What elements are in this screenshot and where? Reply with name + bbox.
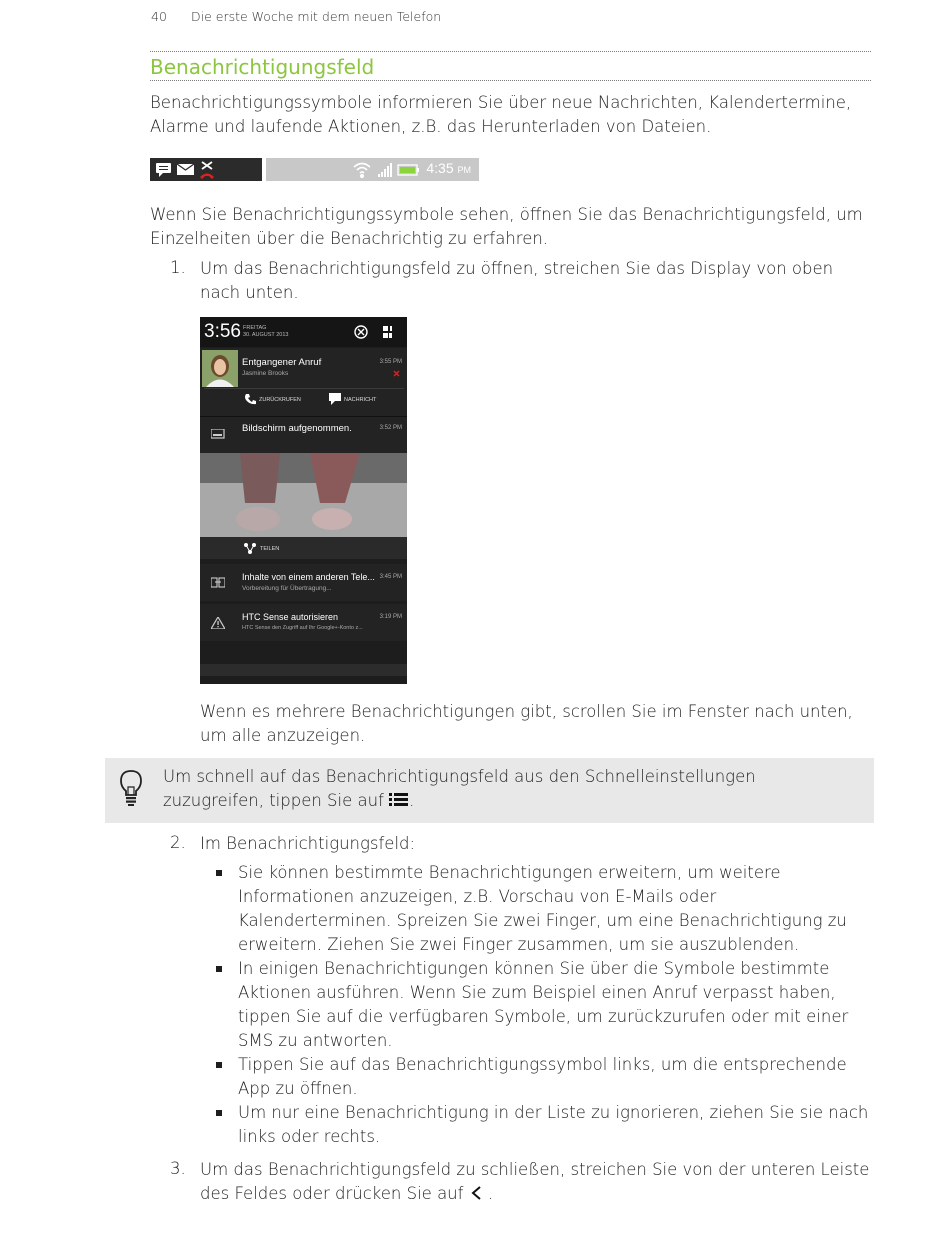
- n4-title: HTC Sense autorisieren: [242, 612, 339, 622]
- page-header: [151, 9, 441, 24]
- section-rule-bottom: [150, 80, 871, 81]
- bullet-marker: [216, 870, 222, 876]
- status-bar-notifications: [150, 158, 262, 181]
- status-bar-image: [150, 158, 479, 181]
- n3-time: 3:45 PM: [379, 574, 402, 580]
- n3-subtitle: Vorbereitung für Übertragung...: [242, 585, 332, 592]
- scroll-note-line-2: um alle anzuzeigen.: [200, 726, 366, 745]
- panel-date-text: 30. AUGUST 2013: [243, 332, 289, 338]
- bullet-2-line-1: In einigen Benachrichtigungen können Sie über die Symbole bestimmte: [238, 959, 830, 978]
- para2-line-2: Einzelheiten über die Benachrichtig zu erfahren.: [150, 229, 549, 248]
- back-icon: [469, 1185, 483, 1200]
- notification-screenshot: [200, 416, 407, 453]
- status-time-value: 4:35: [426, 160, 454, 176]
- n1-action-message: NACHRICHT: [344, 397, 377, 403]
- status-ampm: PM: [457, 165, 471, 175]
- list-item: [238, 861, 868, 957]
- list-item: [238, 1101, 868, 1149]
- notification-icons: [150, 158, 262, 181]
- status-time: [426, 160, 471, 176]
- signal-icon: [378, 163, 392, 177]
- bullet-4-line-1: Um nur eine Benachrichtigung in der Liste zu ignorieren, ziehen Sie sie nach: [238, 1103, 869, 1122]
- contact-avatar: [202, 350, 238, 387]
- running-title: Die erste Woche mit dem neuen Telefon: [191, 9, 442, 24]
- bullet-marker: [216, 1110, 222, 1116]
- bullet-3-line-1: Tippen Sie auf das Benachrichtigungssymbol links, um die entsprechende: [238, 1055, 847, 1074]
- status-bar-system: [266, 158, 479, 181]
- notification-transfer: [200, 564, 407, 601]
- panel-bottom-bar: [200, 664, 407, 676]
- n2-time: 3:52 PM: [379, 425, 402, 431]
- step3-line-2: [200, 1182, 869, 1206]
- n2-action-bar: [200, 537, 407, 559]
- bullet-marker: [216, 966, 222, 972]
- bullet-marker: [216, 1062, 222, 1068]
- list-item: [238, 1053, 868, 1101]
- step-3-text: [200, 1158, 869, 1206]
- screenshot-preview-image: [200, 453, 407, 537]
- message-icon: [156, 163, 171, 177]
- section-title: Benachrichtigungsfeld: [150, 55, 375, 79]
- n3-title: Inhalte von einem anderen Tele...: [242, 572, 375, 582]
- paragraph-open-panel: [150, 203, 863, 251]
- close-circle-icon: [355, 326, 367, 338]
- screenshot-icon: [211, 429, 225, 439]
- tip-line-2-end: .: [409, 791, 415, 810]
- bullet-1-line-1: Sie können bestimmte Benachrichtigungen erweitern, um weitere: [238, 863, 781, 882]
- menu-icon: [389, 792, 409, 807]
- bullet-4-line-2: links oder rechts.: [238, 1127, 381, 1146]
- missed-call-icon: [200, 162, 214, 179]
- bullet-1-line-3: Kalenderterminen. Spreizen Sie zwei Finger, um eine Benachrichtigung zu: [238, 911, 847, 930]
- tip-line-2: [163, 789, 756, 813]
- wifi-icon: [354, 164, 370, 178]
- n4-time: 3:19 PM: [379, 614, 402, 620]
- para2-line-1: Wenn Sie Benachrichtigungssymbole sehen, öffnen Sie das Benachrichtigungsfeld, um: [150, 205, 863, 224]
- mail-icon: [177, 164, 194, 175]
- bullet-2-line-2: Aktionen ausführen. Wenn Sie zum Beispiel einen Anruf verpasst haben,: [238, 983, 836, 1002]
- panel-header-icons: [352, 323, 392, 343]
- settings-grid-icon: [383, 326, 392, 338]
- intro-line-1: Benachrichtigungssymbole informieren Sie über neue Nachrichten, Kalendertermine,: [150, 93, 852, 112]
- scroll-note: [200, 700, 853, 748]
- panel-date: [243, 325, 288, 339]
- n2-action-share: TEILEN: [260, 546, 280, 552]
- n2-title: Bildschirm aufgenommen.: [242, 423, 352, 434]
- bullet-3-line-2: App zu öffnen.: [238, 1079, 358, 1098]
- intro-paragraph: [150, 91, 851, 139]
- share-icon: [243, 542, 257, 554]
- tip-line-1: Um schnell auf das Benachrichtigungsfeld aus den Schnelleinstellungen: [163, 767, 756, 786]
- n1-time: 3:55 PM: [379, 359, 402, 365]
- step1-line-1: Um das Benachrichtigungsfeld zu öffnen, streichen Sie das Display von oben: [200, 259, 834, 278]
- n1-subtitle: Jasmine Brooks: [242, 370, 289, 377]
- page-number: 40: [151, 9, 167, 24]
- tip-box: [105, 758, 874, 823]
- message-icon: [329, 393, 342, 405]
- list-item: [238, 957, 868, 1053]
- step-1-number: 1.: [170, 258, 186, 277]
- step1-line-2: nach unten.: [200, 283, 299, 302]
- tip-line-2-text: zuzugreifen, tippen Sie auf: [163, 791, 384, 810]
- intro-line-2: Alarme und laufende Aktionen, z.B. das Herunterladen von Dateien.: [150, 117, 712, 136]
- bullet-list: [238, 861, 868, 1149]
- bullet-2-line-4: SMS zu antworten.: [238, 1031, 393, 1050]
- lightbulb-icon: [118, 769, 144, 807]
- step3-line-2-text: des Feldes oder drücken Sie auf: [200, 1184, 464, 1203]
- notification-htc-sense: [200, 604, 407, 641]
- panel-clock: 3:56: [204, 321, 241, 342]
- battery-icon: [398, 165, 419, 175]
- notification-panel-screenshot: [200, 317, 407, 684]
- n1-action-callback: ZURÜCKRUFEN: [259, 397, 301, 403]
- phone-icon: [244, 393, 256, 405]
- missed-call-icon: [392, 369, 402, 379]
- bullet-2-line-3: tippen Sie auf die verfügbaren Symbole, um zurückzurufen oder mit einer: [238, 1007, 849, 1026]
- bullet-1-line-4: erweitern. Ziehen Sie zwei Finger zusammen, um sie auszublenden.: [238, 935, 800, 954]
- step-2-number: 2.: [170, 833, 186, 852]
- panel-day: FREITAG: [243, 325, 267, 331]
- warning-icon: [211, 617, 225, 629]
- step3-line-1: Um das Benachrichtigungsfeld zu schließen, streichen Sie von der unteren Leiste: [200, 1160, 870, 1179]
- step3-line-2-end: .: [487, 1184, 494, 1203]
- n1-divider: [204, 388, 404, 389]
- step-1-text: [200, 257, 833, 305]
- bullet-1-line-2: Informationen anzuzeigen, z.B. Vorschau von E-Mails oder: [238, 887, 717, 906]
- n4-subtitle: HTC Sense den Zugriff auf Ihr Google+-Konto z...: [242, 625, 363, 631]
- step-2-text: Im Benachrichtigungsfeld:: [200, 834, 416, 853]
- step-3-number: 3.: [170, 1159, 186, 1178]
- transfer-icon: [211, 577, 225, 589]
- scroll-note-line-1: Wenn es mehrere Benachrichtigungen gibt, scrollen Sie im Fenster nach unten,: [200, 702, 853, 721]
- section-rule-top: [150, 51, 871, 52]
- tip-text: [163, 765, 756, 813]
- n1-title: Entgangener Anruf: [242, 357, 322, 368]
